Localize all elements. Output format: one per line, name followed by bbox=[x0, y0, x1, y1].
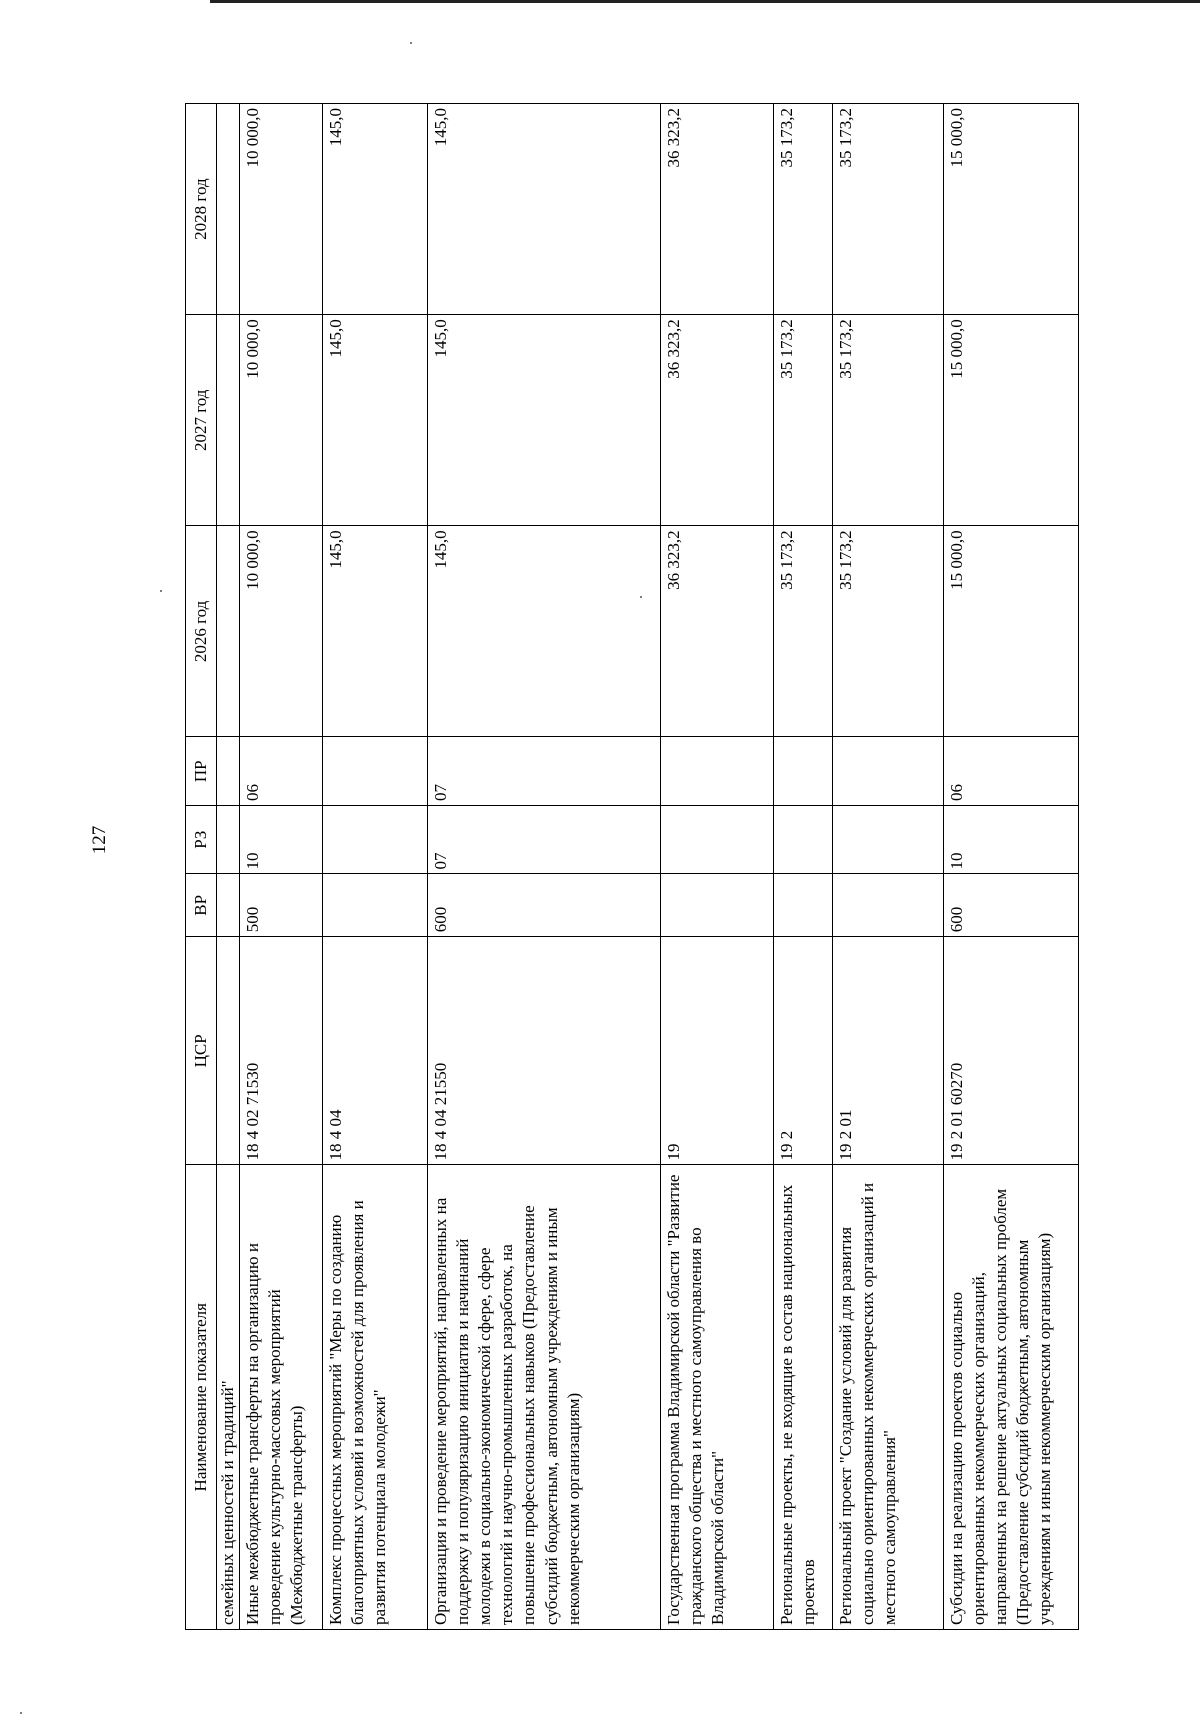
row-csr: 18 4 04 21550 bbox=[428, 937, 661, 1165]
row-2026: 145,0 bbox=[323, 526, 428, 737]
row-vr bbox=[774, 874, 833, 937]
row-rz: 10 bbox=[240, 805, 323, 873]
header-pr: ПР bbox=[186, 737, 217, 805]
row-pr bbox=[323, 737, 428, 805]
row-pr bbox=[833, 737, 944, 805]
header-name: Наименование показателя bbox=[186, 1165, 217, 1630]
row-2026: 35 173,2 bbox=[774, 526, 833, 737]
row-2028: 15 000,0 bbox=[944, 104, 1079, 315]
row-2028: 36 323,2 bbox=[661, 104, 774, 315]
row-name: Субсидии на реализацию проектов социально ориентированных некоммерческих организаций, направленных на решение актуальных социальных проблем (Предоставление субсидий бюджетным, автономным учреждениям и иным некоммерческим организациям) bbox=[944, 1165, 1079, 1630]
row-2027: 35 173,2 bbox=[774, 315, 833, 526]
row-name: Иные межбюджетные трансферты на организацию и проведение культурно-массовых мероприятий (Межбюджетные трансферты) bbox=[240, 1165, 323, 1630]
row-csr: 19 2 01 bbox=[833, 937, 944, 1165]
row-csr: 19 bbox=[661, 937, 774, 1165]
row-pr: 07 bbox=[428, 737, 661, 805]
row-2028: 35 173,2 bbox=[774, 104, 833, 315]
table-cell bbox=[217, 937, 240, 1165]
table-row bbox=[323, 104, 428, 1630]
row-2027: 145,0 bbox=[323, 315, 428, 526]
row-vr: 600 bbox=[944, 874, 1079, 937]
row-name: Государственная программа Владимирской области "Развитие гражданского общества и местного самоуправления во Владимирской области" bbox=[661, 1165, 774, 1630]
row-2026: 10 000,0 bbox=[240, 526, 323, 737]
row-2027: 10 000,0 bbox=[240, 315, 323, 526]
row-2028: 35 173,2 bbox=[833, 104, 944, 315]
continuation-text: семейных ценностей и традиций" bbox=[217, 1165, 240, 1630]
table-cell bbox=[217, 874, 240, 937]
header-vr: ВР bbox=[186, 874, 217, 937]
header-rz: РЗ bbox=[186, 805, 217, 873]
row-2027: 36 323,2 bbox=[661, 315, 774, 526]
row-csr: 18 4 02 71530 bbox=[240, 937, 323, 1165]
row-2028: 145,0 bbox=[323, 104, 428, 315]
row-rz bbox=[774, 805, 833, 873]
continuation-row bbox=[217, 104, 240, 1630]
scan-edge-line bbox=[210, 0, 1200, 3]
row-rz: 10 bbox=[944, 805, 1079, 873]
row-name: Комплекс процессных мероприятий "Меры по созданию благоприятных условий и возможностей для проявления и развития потенциала молодежи" bbox=[323, 1165, 428, 1630]
row-name: Региональный проект "Создание условий для развития социально ориентированных некоммерческих организаций и местного самоуправления" bbox=[833, 1165, 944, 1630]
row-vr bbox=[833, 874, 944, 937]
table-row bbox=[833, 104, 944, 1630]
row-name: Региональные проекты, не входящие в состав национальных проектов bbox=[774, 1165, 833, 1630]
rotated-table-container bbox=[185, 103, 1055, 1630]
row-rz bbox=[661, 805, 774, 873]
scan-speck bbox=[410, 42, 412, 44]
header-2027: 2027 год bbox=[186, 315, 217, 526]
row-pr bbox=[774, 737, 833, 805]
row-2026: 15 000,0 bbox=[944, 526, 1079, 737]
row-2027: 35 173,2 bbox=[833, 315, 944, 526]
table-cell bbox=[217, 805, 240, 873]
row-2028: 10 000,0 bbox=[240, 104, 323, 315]
row-2026: 145,0 bbox=[428, 526, 661, 737]
row-vr: 500 bbox=[240, 874, 323, 937]
row-2026: 36 323,2 bbox=[661, 526, 774, 737]
header-2028: 2028 год bbox=[186, 104, 217, 315]
row-csr: 19 2 bbox=[774, 937, 833, 1165]
row-vr bbox=[661, 874, 774, 937]
row-2027: 145,0 bbox=[428, 315, 661, 526]
table-cell bbox=[217, 737, 240, 805]
row-pr: 06 bbox=[240, 737, 323, 805]
header-2026: 2026 год bbox=[186, 526, 217, 737]
table-row bbox=[428, 104, 661, 1630]
table-cell bbox=[217, 315, 240, 526]
row-rz bbox=[323, 805, 428, 873]
row-2027: 15 000,0 bbox=[944, 315, 1079, 526]
table-cell bbox=[217, 104, 240, 315]
page-number: 127 bbox=[89, 825, 110, 855]
scan-speck bbox=[20, 1712, 22, 1714]
table-row bbox=[774, 104, 833, 1630]
table-row bbox=[944, 104, 1079, 1630]
row-pr: 06 bbox=[944, 737, 1079, 805]
header-csr: ЦСР bbox=[186, 937, 217, 1165]
row-rz bbox=[833, 805, 944, 873]
row-2026: 35 173,2 bbox=[833, 526, 944, 737]
row-name: Организация и проведение мероприятий, направленных на поддержку и популяризацию инициатив и начинаний молодежи в социально-экономической сфере, сфере технологий и научно-промышленных разработок, на повышение профессиональных навыков (Предоставление субсидий бюджетным, автономным учреждениям и иным некоммерческим организациям) bbox=[428, 1165, 661, 1630]
scan-speck bbox=[160, 590, 162, 592]
row-vr bbox=[323, 874, 428, 937]
row-csr: 18 4 04 bbox=[323, 937, 428, 1165]
table-cell bbox=[217, 526, 240, 737]
row-rz: 07 bbox=[428, 805, 661, 873]
budget-table bbox=[185, 103, 1079, 1630]
row-csr: 19 2 01 60270 bbox=[944, 937, 1079, 1165]
row-2028: 145,0 bbox=[428, 104, 661, 315]
table-row bbox=[240, 104, 323, 1630]
row-vr: 600 bbox=[428, 874, 661, 937]
table-header-row bbox=[186, 104, 217, 1630]
table-row bbox=[661, 104, 774, 1630]
row-pr bbox=[661, 737, 774, 805]
